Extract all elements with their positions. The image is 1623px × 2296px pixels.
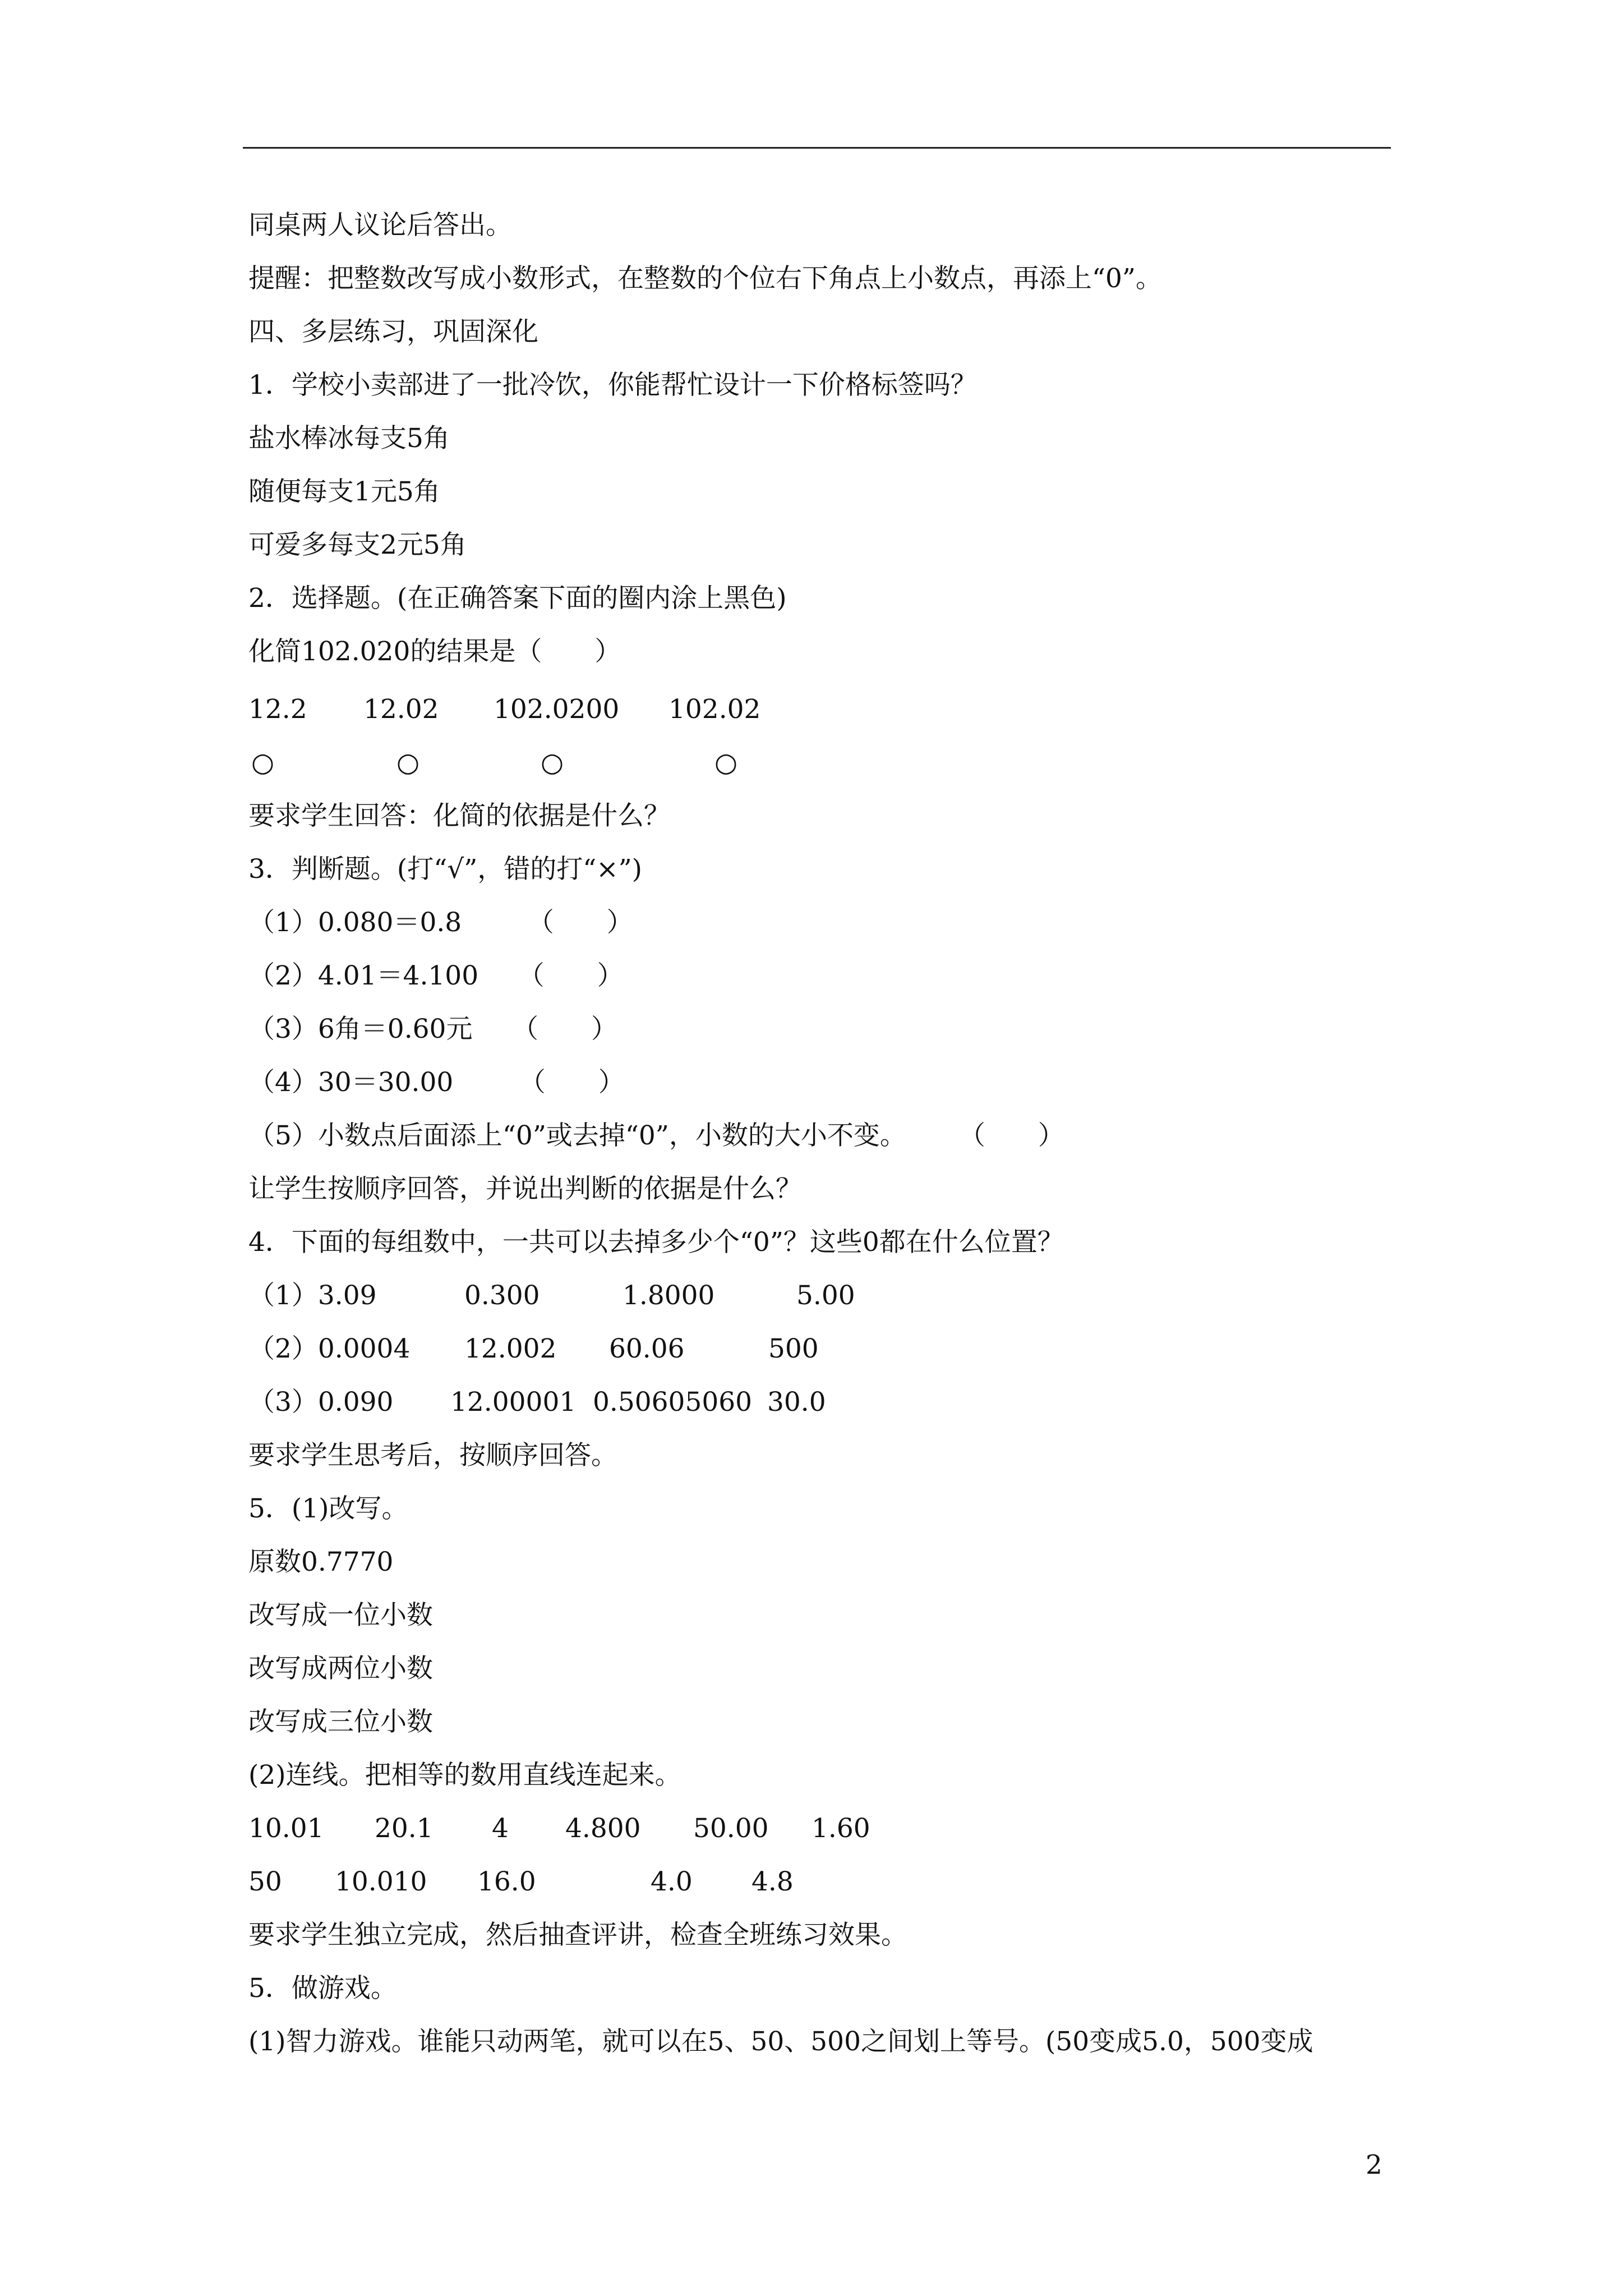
price-item: 盐水棒冰每支5角 xyxy=(248,423,450,454)
answer-circle[interactable]: ○ xyxy=(541,747,564,778)
judge-item: （2）4.01＝4.100 （ ） xyxy=(248,960,624,991)
choice-option: 102.02 xyxy=(668,694,761,725)
group-number: 0.50605060 xyxy=(593,1387,753,1418)
group-number: （2）0.0004 xyxy=(248,1333,411,1364)
group-number: 0.300 xyxy=(464,1280,540,1311)
match-number: 4 xyxy=(492,1813,509,1844)
match-number: 10.01 xyxy=(248,1813,324,1844)
choice-option: 12.2 xyxy=(248,694,307,725)
group-number: 5.00 xyxy=(796,1280,855,1311)
text-line: 同桌两人议论后答出。 xyxy=(248,210,512,241)
price-item: 可爱多每支2元5角 xyxy=(248,530,467,560)
group-number: （3）0.090 xyxy=(248,1387,394,1418)
group-number: 12.002 xyxy=(464,1333,557,1364)
match-number: 50.00 xyxy=(693,1813,769,1844)
judge-item: （4）30＝30.00 （ ） xyxy=(248,1067,625,1098)
match-number: 50 xyxy=(248,1866,282,1897)
match-number: 4.8 xyxy=(751,1866,794,1897)
section-heading: 四、多层练习，巩固深化 xyxy=(248,316,538,347)
exercise-5-game-title: 5．做游戏。 xyxy=(248,1973,397,2004)
judge-item: （5）小数点后面添上“0”或去掉“0”，小数的大小不变。 （ ） xyxy=(248,1120,1064,1151)
answer-circle[interactable]: ○ xyxy=(396,747,420,778)
match-number: 4.800 xyxy=(565,1813,641,1844)
exercise-4-title: 4．下面的每组数中，一共可以去掉多少个“0”？这些0都在什么位置？ xyxy=(248,1227,1064,1258)
text-line: 要求学生独立完成，然后抽查评讲，检查全班练习效果。 xyxy=(248,1920,907,1950)
text-line: 要求学生思考后，按顺序回答。 xyxy=(248,1440,617,1471)
group-number: 1.8000 xyxy=(623,1280,715,1311)
page-number: 2 xyxy=(1366,2150,1382,2180)
text-line: 提醒：把整数改写成小数形式，在整数的个位右下角点上小数点，再添上“0”。 xyxy=(248,263,1162,294)
original-number: 原数0.7770 xyxy=(248,1547,394,1577)
exercise-2-title: 2．选择题。(在正确答案下面的圈内涂上黑色) xyxy=(248,583,787,614)
judge-item: （3）6角＝0.60元 （ ） xyxy=(248,1014,617,1045)
group-number: （1）3.09 xyxy=(248,1280,377,1311)
match-number: 1.60 xyxy=(811,1813,870,1844)
choice-option: 102.0200 xyxy=(494,694,620,725)
text-line: 让学生按顺序回答，并说出判断的依据是什么？ xyxy=(248,1174,802,1204)
rewrite-item: 改写成一位小数 xyxy=(248,1600,433,1631)
exercise-1-title: 1．学校小卖部进了一批冷饮，你能帮忙设计一下价格标签吗？ xyxy=(248,370,977,401)
rewrite-item: 改写成三位小数 xyxy=(248,1706,433,1737)
group-number: 12.00001 xyxy=(450,1387,577,1418)
match-number: 20.1 xyxy=(375,1813,434,1844)
exercise-5-title: 5．(1)改写。 xyxy=(248,1493,408,1524)
text-line: 要求学生回答：化简的依据是什么？ xyxy=(248,800,670,831)
question-text: 化简102.020的结果是（ ） xyxy=(248,636,621,667)
match-number: 4.0 xyxy=(651,1866,693,1897)
rewrite-item: 改写成两位小数 xyxy=(248,1653,433,1684)
exercise-3-title: 3．判断题。(打“√”，错的打“×”) xyxy=(248,854,643,885)
group-number: 500 xyxy=(768,1333,819,1364)
header-rule xyxy=(243,147,1391,149)
match-number: 10.010 xyxy=(335,1866,427,1897)
choice-option: 12.02 xyxy=(363,694,439,725)
answer-circle[interactable]: ○ xyxy=(714,747,738,778)
answer-circle[interactable]: ○ xyxy=(251,747,275,778)
group-number: 60.06 xyxy=(609,1333,685,1364)
judge-item: （1）0.080＝0.8 （ ） xyxy=(248,907,633,938)
game-item: (1)智力游戏。谁能只动两笔，就可以在5、50、500之间划上等号。(50变成5.0，500变成 xyxy=(248,2026,1313,2057)
price-item: 随便每支1元5角 xyxy=(248,476,440,507)
matching-title: (2)连线。把相等的数用直线连起来。 xyxy=(248,1760,681,1791)
group-number: 30.0 xyxy=(767,1387,826,1418)
match-number: 16.0 xyxy=(477,1866,536,1897)
